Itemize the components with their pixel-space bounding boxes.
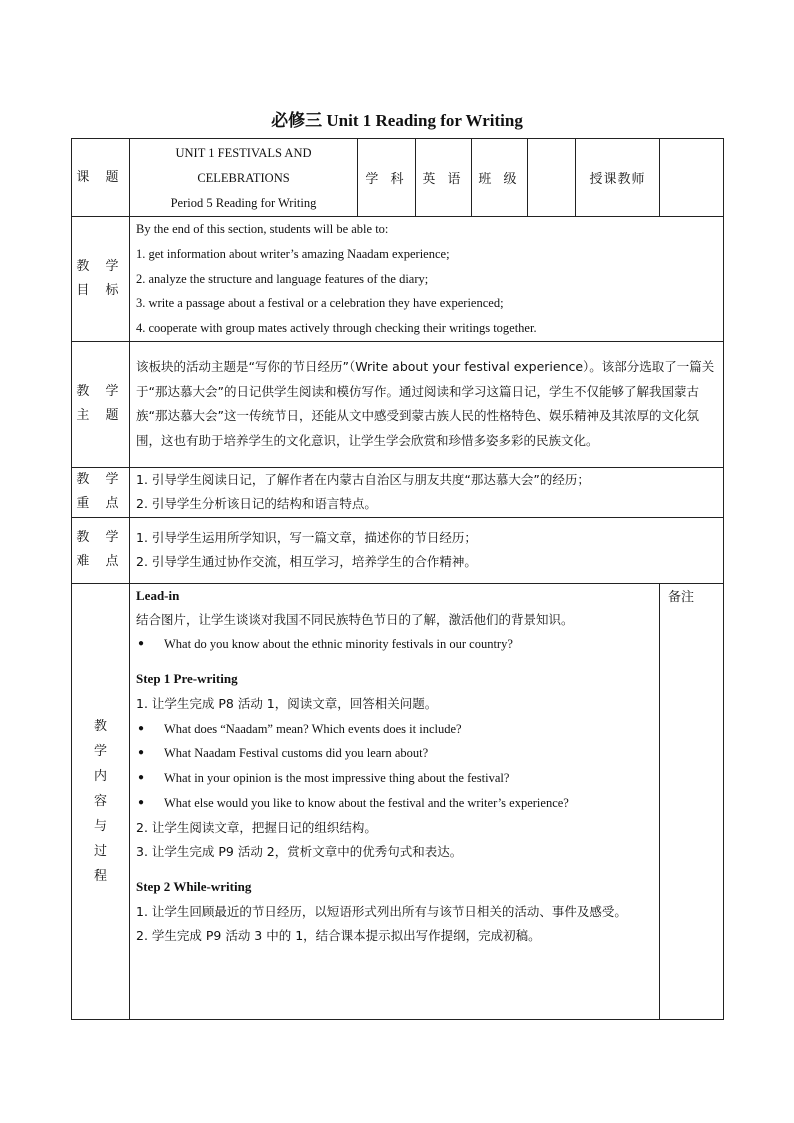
step1-item-3: 3. 让学生完成 P9 活动 2，赏析文章中的优秀句式和表达。 bbox=[136, 844, 463, 860]
key-point-line: 1. 引导学生阅读日记，了解作者在内蒙古自治区与朋友共度“那达慕大会”的经历； bbox=[136, 471, 590, 487]
leadin-text: 结合图片，让学生谈谈对我国不同民族特色节日的了解，激活他们的背景知识。 bbox=[136, 611, 574, 627]
step2-item-2: 2. 学生完成 P9 活动 3 中的 1，结合课本提示拟出写作提纲，完成初稿。 bbox=[136, 928, 541, 944]
process-label-char: 内 bbox=[93, 768, 107, 784]
step1-item-1: 1. 让学生完成 P8 活动 1，阅读文章，回答相关问题。 bbox=[136, 696, 438, 712]
objectives-label-bottom: 目 标 bbox=[76, 282, 125, 298]
theme-label-top: 教 学 bbox=[76, 384, 125, 400]
notes-cell bbox=[660, 583, 724, 1019]
difficulties-label-top: 教 学 bbox=[76, 530, 125, 546]
objective-line: By the end of this section, students will be able to: bbox=[136, 222, 389, 236]
process-label-char: 程 bbox=[93, 868, 107, 884]
key-points-label-top: 教 学 bbox=[76, 472, 125, 488]
class-label: 班 级 bbox=[472, 139, 528, 217]
key-points-label bbox=[72, 467, 130, 517]
step1-title: Step 1 Pre-writing bbox=[136, 671, 238, 687]
step2-title: Step 2 While-writing bbox=[136, 878, 252, 894]
step1-bullet: ● What else would you like to know about the festival and the writer’s experience? bbox=[136, 791, 655, 816]
difficulties-label-bottom: 难 点 bbox=[76, 554, 125, 570]
leadin-bullet: ● What do you know about the ethnic minority festivals in our country? bbox=[136, 632, 655, 657]
key-point-line: 2. 引导学生分析该日记的结构和语言特点。 bbox=[136, 496, 377, 512]
objectives-label-top: 教 学 bbox=[76, 258, 125, 274]
theme-row bbox=[72, 341, 724, 467]
objective-line: 2. analyze the structure and language features of the diary; bbox=[136, 271, 429, 286]
theme-text: 该板块的活动主题是“写你的节日经历”（Write about your festival experience）。该部分选取了一篇关于“那达慕大会”的日记供学生阅读和模仿写作。通过阅读和学习这篇日记，学生不仅能够了解我国蒙古族“那达慕大会”这一传统节日，还能从文中感受到蒙古族人民的性格特色、娱乐精神及其浓厚的文化氛围，这也有助于培养学生的文化意识，让学生学会欣赏和珍惜多姿多彩的民族文化。 bbox=[136, 359, 715, 448]
key-points-content bbox=[130, 467, 724, 517]
notes-label: 备注 bbox=[668, 589, 695, 605]
theme-label bbox=[72, 341, 130, 467]
step1-bullet: ● What in your opinion is the most impressive thing about the festival? bbox=[136, 766, 655, 791]
unit-line-3: Period 5 Reading for Writing bbox=[170, 196, 317, 210]
objective-line: 3. write a passage about a festival or a celebration they have experienced; bbox=[136, 296, 504, 311]
difficulty-line: 1. 引导学生运用所学知识，写一篇文章，描述你的节日经历； bbox=[136, 529, 477, 545]
subject-value: 英 语 bbox=[416, 139, 472, 217]
objectives-content bbox=[130, 217, 724, 342]
process-row bbox=[72, 583, 724, 1019]
header-row bbox=[72, 139, 724, 217]
teacher-value bbox=[660, 139, 724, 217]
process-label-char: 学 bbox=[93, 743, 107, 759]
unit-line-2: CELEBRATIONS bbox=[197, 171, 290, 185]
step1-bullet: ● What Naadam Festival customs did you learn about? bbox=[136, 741, 655, 766]
class-value bbox=[528, 139, 576, 217]
difficulty-line: 2. 引导学生通过协作交流，相互学习，培养学生的合作精神。 bbox=[136, 554, 477, 570]
step1-item-2: 2. 让学生阅读文章，把握日记的组织结构。 bbox=[136, 819, 377, 835]
lesson-plan-table bbox=[71, 138, 724, 1020]
step1-bullet: ● What does “Naadam” mean? Which events does it include? bbox=[136, 717, 655, 742]
page-title: 必修三 Unit 1 Reading for Writing bbox=[271, 111, 523, 130]
objectives-label bbox=[72, 217, 130, 342]
process-label bbox=[72, 583, 130, 1019]
process-label-char: 容 bbox=[93, 793, 107, 809]
teacher-label: 授课教师 bbox=[576, 139, 660, 217]
process-content bbox=[130, 583, 660, 1019]
key-points-row bbox=[72, 467, 724, 517]
objective-line: 1. get information about writer’s amazing Naadam experience; bbox=[136, 246, 450, 261]
topic-label: 课 题 bbox=[72, 139, 130, 217]
objective-line: 4. cooperate with group mates actively through checking their writings together. bbox=[136, 321, 537, 336]
process-label-char: 教 bbox=[93, 718, 107, 734]
step2-item-1: 1. 让学生回顾最近的节日经历，以短语形式列出所有与该节日相关的活动、事件及感受。 bbox=[136, 903, 627, 919]
theme-content bbox=[130, 341, 724, 467]
theme-label-bottom: 主 题 bbox=[76, 408, 125, 424]
process-label-char: 过 bbox=[93, 843, 107, 859]
difficulties-row bbox=[72, 517, 724, 583]
key-points-label-bottom: 重 点 bbox=[76, 496, 125, 512]
subject-label: 学 科 bbox=[358, 139, 416, 217]
process-label-char: 与 bbox=[93, 818, 107, 834]
objectives-row bbox=[72, 217, 724, 342]
unit-line-1: UNIT 1 FESTIVALS AND bbox=[175, 146, 312, 160]
unit-title-cell bbox=[130, 139, 358, 217]
difficulties-content bbox=[130, 517, 724, 583]
leadin-title: Lead-in bbox=[136, 587, 180, 603]
difficulties-label bbox=[72, 517, 130, 583]
